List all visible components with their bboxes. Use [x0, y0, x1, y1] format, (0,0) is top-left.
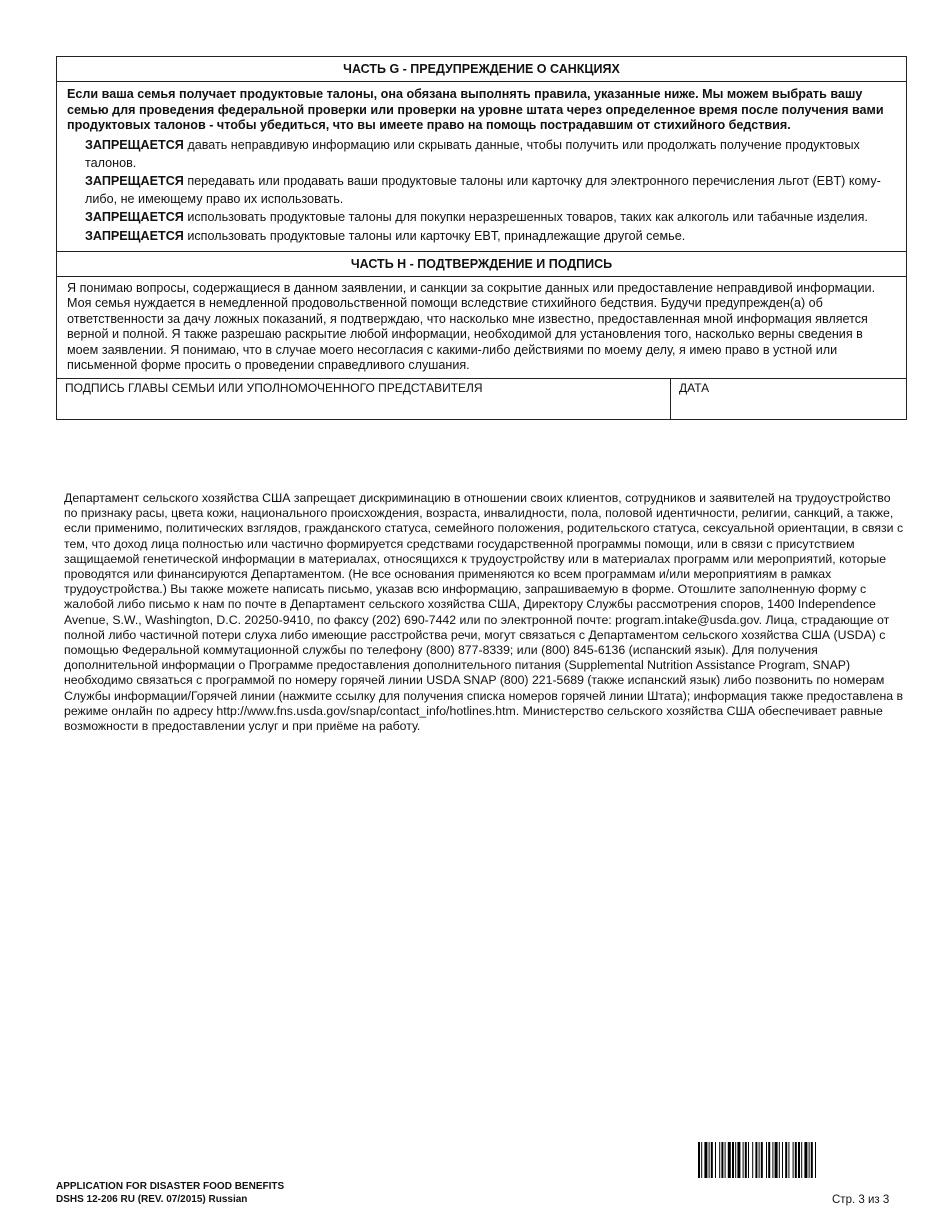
rule-label: ЗАПРЕЩАЕТСЯ — [85, 137, 184, 152]
barcode-graphic — [698, 1142, 858, 1178]
barcode-bar — [788, 1142, 789, 1178]
page-number: Стр. 3 из 3 — [832, 1194, 890, 1206]
barcode-bar — [721, 1142, 723, 1178]
barcode-bar — [735, 1142, 736, 1178]
rule-label: ЗАПРЕЩАЕТСЯ — [85, 173, 184, 188]
barcode-bar — [715, 1142, 716, 1178]
barcode-bar — [815, 1142, 816, 1178]
barcode-bar — [719, 1142, 720, 1178]
rule-item — [85, 227, 896, 245]
signature-label: ПОДПИСЬ ГЛАВЫ СЕМЬИ ИЛИ УПОЛНОМОЧЕННОГО ПРЕДСТАВИТЕЛЯ — [65, 380, 483, 395]
barcode-bar — [772, 1142, 773, 1178]
barcode-bar — [732, 1142, 734, 1178]
rule-text: передавать или продавать ваши продуктовые талоны или карточку для электронного перечисления льгот (EBT) кому-либо, не имеющему право их использовать. — [85, 173, 881, 207]
barcode-bar — [785, 1142, 787, 1178]
barcode-bar — [798, 1142, 800, 1178]
nondiscrimination-statement: Департамент сельского хозяйства США запрещает дискриминацию в отношении своих клиентов, сотрудников и заявителей на трудоустройство по признаку расы, цвета кожи, национального происхождения, возраста, инвалидности, пола, половой идентичности, религии, санкций, а также, если применимо, политических взглядов, гражданского статуса, семейного положения, родительского статуса, сексуальной ориентации, в связи с тем, что доход лица полностью или частично формируется средствами государственной программы помощи, или в связи с присутствием защищаемой генетической информации в материалах, относящихся к трудоустройству или в материалах программ или мероприятий, которые проводятся или финансируются Департаментом. (Не все основания применяются ко всем программам и/или мероприятиям в рамках трудоустройства.) Вы также можете написать письмо, указав всю информацию, запрашиваемую в форме. Отошлите заполненную форму с жалобой либо письмо к нам по почте в Департамент сельского хозяйства США, Директору Службы рассмотрения споров, 1400 Independence Avenue, S.W., Washington, D.C. 20250-9410, по факсу (202) 690-7442 или по электронной почте: program.intake@usda.gov. Лица, страдающие от полной либо частичной потери слуха либо имеющие расстройства речи, могут связаться с Департаментом сельского хозяйства США (USDA) с помощью Федеральной коммутационной службы по телефону (800) 877-8339; или (800) 845-6136 (испанский язык). Для получения дополнительной информации о Программе предоставления дополнительного питания (Supplemental Nutrition Assistance Program, SNAP) необходимо связаться с программой по номеру горячей линии USDA SNAP (800) 221-5689 (также испанский язык) либо позвонить по номерам Службы информации/Горячей линии (нажмите ссылку для получения списка номеров горячей линии Штата); информация также предоставлена в режиме онлайн по адресу http://www.fns.usda.gov/snap/contact_info/hotlines.htm. Министерство сельского хозяйства США обеспечивает равные возможности в предоставлении услуг и при приёме на работу. — [64, 491, 904, 734]
date-label: ДАТА — [679, 380, 710, 395]
sanctions-and-signature-form — [56, 56, 907, 420]
form-number: DSHS 12-206 RU (REV. 07/2015) Russian — [56, 1193, 248, 1205]
barcode-bar — [804, 1142, 807, 1178]
barcode-bar — [711, 1142, 713, 1178]
signature-field[interactable] — [57, 379, 671, 419]
part-h-title: ЧАСТЬ H - ПОДТВЕРЖДЕНИЕ И ПОДПИСЬ — [57, 252, 906, 277]
barcode-bar — [745, 1142, 747, 1178]
barcode-bar — [779, 1142, 780, 1178]
part-g-body — [57, 82, 906, 252]
rule-text: использовать продуктовые талоны для покупки неразрешенных товаров, таких как алкоголь или табачные изделия. — [183, 210, 868, 225]
rule-text: давать неправдивую информацию или скрывать данные, чтобы получить или продолжать получение продуктовых талонов. — [85, 137, 860, 170]
rule-text: использовать продуктовые талоны или карточку EBT, принадлежащие другой семье. — [183, 228, 686, 243]
barcode-bar — [801, 1142, 802, 1178]
barcode — [698, 1142, 858, 1183]
rule-item — [85, 136, 896, 172]
barcode-bar — [775, 1142, 778, 1178]
rule-item — [85, 172, 896, 208]
barcode-bar — [748, 1142, 749, 1178]
barcode-bar — [725, 1142, 726, 1178]
barcode-bar — [755, 1142, 757, 1178]
barcode-bar — [759, 1142, 760, 1178]
barcode-bar — [793, 1142, 794, 1178]
barcode-bar — [811, 1142, 813, 1178]
signature-row — [57, 379, 906, 419]
rule-item — [85, 208, 896, 226]
barcode-bar — [737, 1142, 740, 1178]
rule-label: ЗАПРЕЩАЕТСЯ — [85, 228, 184, 243]
barcode-bar — [761, 1142, 763, 1178]
barcode-bar — [701, 1142, 702, 1178]
barcode-bar — [728, 1142, 731, 1178]
form-footer — [56, 1181, 284, 1206]
barcode-bar — [782, 1142, 783, 1178]
barcode-bar — [743, 1142, 744, 1178]
part-h-statement: Я понимаю вопросы, содержащиеся в данном заявлении, и санкции за сокрытие данных или предоставление неправдивой информации. Моя семья нуждается в немедленной продовольственной помощи вследствие стихийного бедствия. Будучи предупрежден(а) об ответственности за дачу ложных показаний, я подтверждаю, что насколько мне известно, предоставленная мной информация является верной и полной. Я также разрешаю раскрытие любой информации, необходимой для установления того, насколько верны сведения в моем заявлении. Я понимаю, что в случае моего несогласия с какими-либо действиями по моему делу, я имею право в устной или письменной форме просить о проведении справедливого слушания. — [57, 277, 906, 379]
barcode-bar — [766, 1142, 767, 1178]
part-g-intro: Если ваша семья получает продуктовые талоны, она обязана выполнять правила, указанные ниже. Мы можем выбрать вашу семью для проведения федеральной проверки или проверки на уровне штата через определенное время после получения вами продуктовых талонов - чтобы убедиться, что вы имеете право на помощь пострадавшим от стихийного бедствия. — [67, 87, 884, 132]
barcode-bar — [698, 1142, 700, 1178]
barcode-bar — [768, 1142, 770, 1178]
barcode-bar — [704, 1142, 707, 1178]
form-title: APPLICATION FOR DISASTER FOOD BENEFITS — [56, 1181, 285, 1192]
barcode-bar — [795, 1142, 797, 1178]
part-g-title: ЧАСТЬ G - ПРЕДУПРЕЖДЕНИЕ О САНКЦИЯХ — [57, 57, 906, 82]
barcode-bar — [752, 1142, 753, 1178]
barcode-bar — [809, 1142, 810, 1178]
date-field[interactable] — [671, 379, 906, 419]
barcode-bar — [709, 1142, 710, 1178]
rule-label: ЗАПРЕЩАЕТСЯ — [85, 210, 184, 225]
